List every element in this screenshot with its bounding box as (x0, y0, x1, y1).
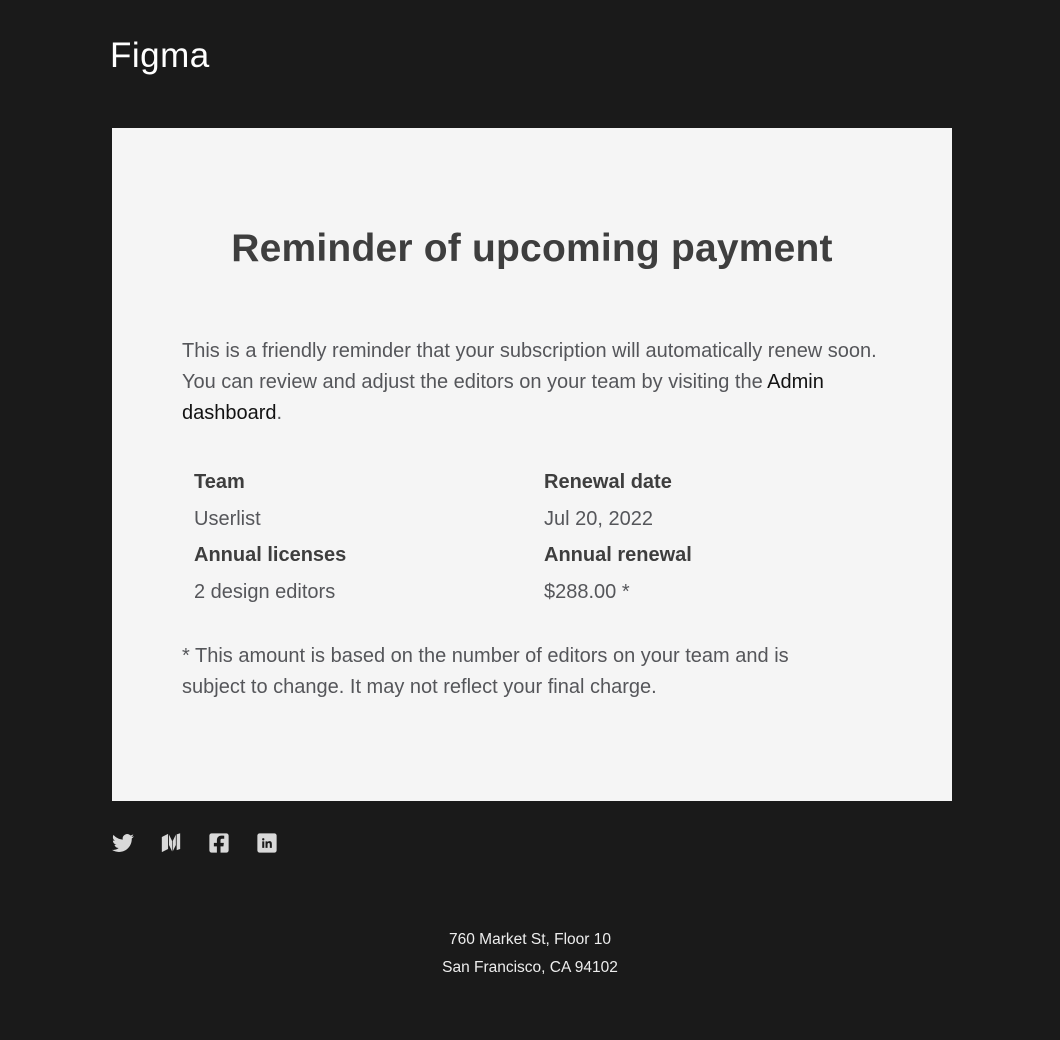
annual-renewal-value: $288.00 * (544, 580, 630, 603)
twitter-icon[interactable] (112, 832, 134, 854)
team-label: Team (194, 471, 245, 493)
linkedin-icon[interactable] (256, 832, 278, 854)
pricing-footnote: * This amount is based on the number of editors on your team and is subject to change. It may not reflect your final charge. (182, 645, 789, 698)
annual-licenses-label: Annual licenses (194, 544, 347, 566)
figma-logo[interactable]: Figma (110, 36, 210, 75)
renewal-date-value: Jul 20, 2022 (544, 507, 653, 530)
footer-address-line1: 760 Market St, Floor 10 (449, 931, 611, 948)
team-value: Userlist (194, 507, 261, 530)
renewal-date-label: Renewal date (544, 471, 672, 493)
email-card (112, 128, 952, 801)
body-text-before-link: This is a friendly reminder that your subscription will automatically renew soon. You can review and adjust the editors on your team by visiting the (182, 340, 877, 393)
annual-renewal-label: Annual renewal (544, 544, 692, 566)
footer-address (0, 926, 1060, 982)
body-text-after-link: . (276, 402, 283, 424)
subscription-details-table (182, 464, 882, 610)
details-column-left (182, 464, 532, 610)
email-body-paragraph (182, 336, 882, 429)
details-column-right (532, 464, 882, 610)
social-links-row (112, 832, 278, 854)
email-title: Reminder of upcoming payment (231, 227, 833, 270)
footer-address-line2: San Francisco, CA 94102 (442, 959, 618, 976)
admin-dashboard-link[interactable]: Admin dashboard (182, 371, 824, 424)
facebook-icon[interactable] (208, 832, 230, 854)
medium-icon[interactable] (160, 832, 182, 854)
annual-licenses-value: 2 design editors (194, 580, 336, 603)
